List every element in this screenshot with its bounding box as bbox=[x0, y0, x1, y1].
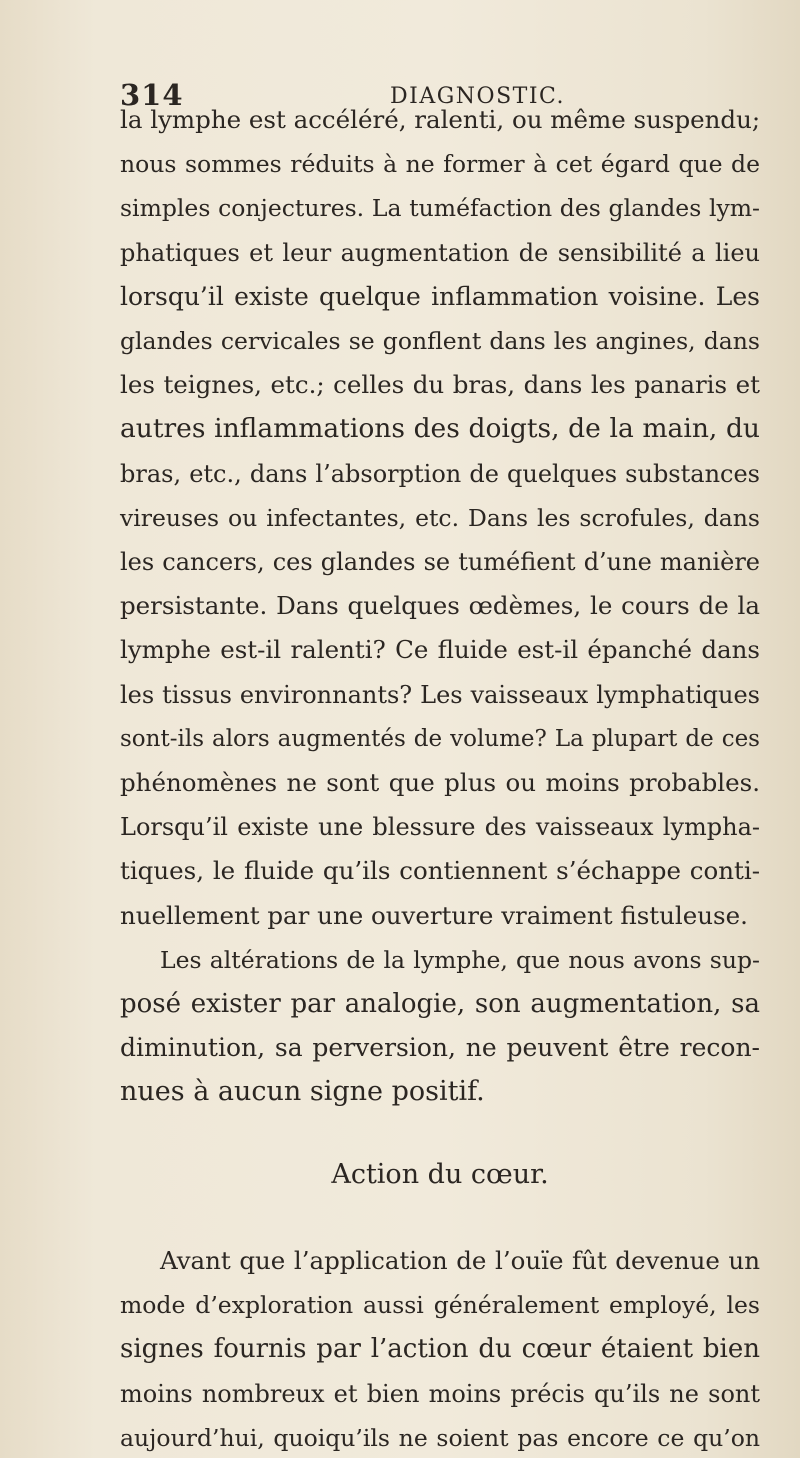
text-line: bras, etc., dans l’absorption de quelques substances bbox=[120, 460, 760, 488]
text-line: nuellement par une ouverture vraiment fistuleuse. bbox=[120, 901, 748, 930]
text-line: glandes cervicales se gonflent dans les angines, dans bbox=[120, 327, 760, 355]
text-line: sont-ils alors augmentés de volume? La plupart de ces bbox=[120, 726, 760, 752]
text-line: les cancers, ces glandes se tuméfient d’une manière bbox=[120, 548, 760, 576]
text-line: posé exister par analogie, son augmentation, sa bbox=[120, 989, 760, 1019]
text-line: simples conjectures. La tuméfaction des glandes lym- bbox=[120, 194, 760, 222]
text-line: Avant que l’application de l’ouïe fût devenue un bbox=[160, 1246, 760, 1275]
text-line: phénomènes ne sont que plus ou moins probables. bbox=[120, 768, 760, 797]
text-line: signes fournis par l’action du cœur étaient bien bbox=[120, 1334, 760, 1364]
text-line: nous sommes réduits à ne former à cet égard que de bbox=[120, 150, 760, 178]
text-line: lymphe est-il ralenti? Ce fluide est-il épanché dans bbox=[120, 635, 760, 664]
text-line: persistante. Dans quelques œdèmes, le cours de la bbox=[120, 591, 760, 620]
text-line: Les altérations de la lymphe, que nous avons sup- bbox=[160, 946, 760, 974]
text-line: autres inflammations des doigts, de la main, du bbox=[120, 413, 760, 444]
text-line: phatiques et leur augmentation de sensibilité a lieu bbox=[120, 239, 760, 267]
text-line: vireuses ou infectantes, etc. Dans les scrofules, dans bbox=[120, 504, 760, 532]
text-line: diminution, sa perversion, ne peuvent être recon- bbox=[120, 1033, 760, 1062]
text-line: tiques, le fluide qu’ils contiennent s’échappe conti- bbox=[120, 856, 760, 885]
text-line: les tissus environnants? Les vaisseaux lymphatiques bbox=[120, 681, 760, 709]
text-line: Lorsqu’il existe une blessure des vaisseaux lympha- bbox=[120, 813, 760, 841]
text-line: moins nombreux et bien moins précis qu’ils ne sont bbox=[120, 1380, 760, 1408]
text-line: la lymphe est accéléré, ralenti, ou même suspendu; bbox=[120, 105, 761, 134]
section-title: Action du cœur. bbox=[331, 1159, 549, 1190]
text-line: aujourd’hui, quoiqu’ils ne soient pas encore ce qu’on bbox=[120, 1424, 760, 1452]
text-line: les teignes, etc.; celles du bras, dans les panaris et bbox=[120, 370, 760, 399]
text-line: lorsqu’il existe quelque inflammation voisine. Les bbox=[120, 282, 760, 311]
running-head: DIAGNOSTIC. bbox=[390, 84, 566, 109]
text-line: mode d’exploration aussi généralement employé, les bbox=[120, 1291, 760, 1319]
text-line: nues à aucun signe positif. bbox=[120, 1076, 485, 1107]
page-number: 314 bbox=[120, 78, 184, 112]
